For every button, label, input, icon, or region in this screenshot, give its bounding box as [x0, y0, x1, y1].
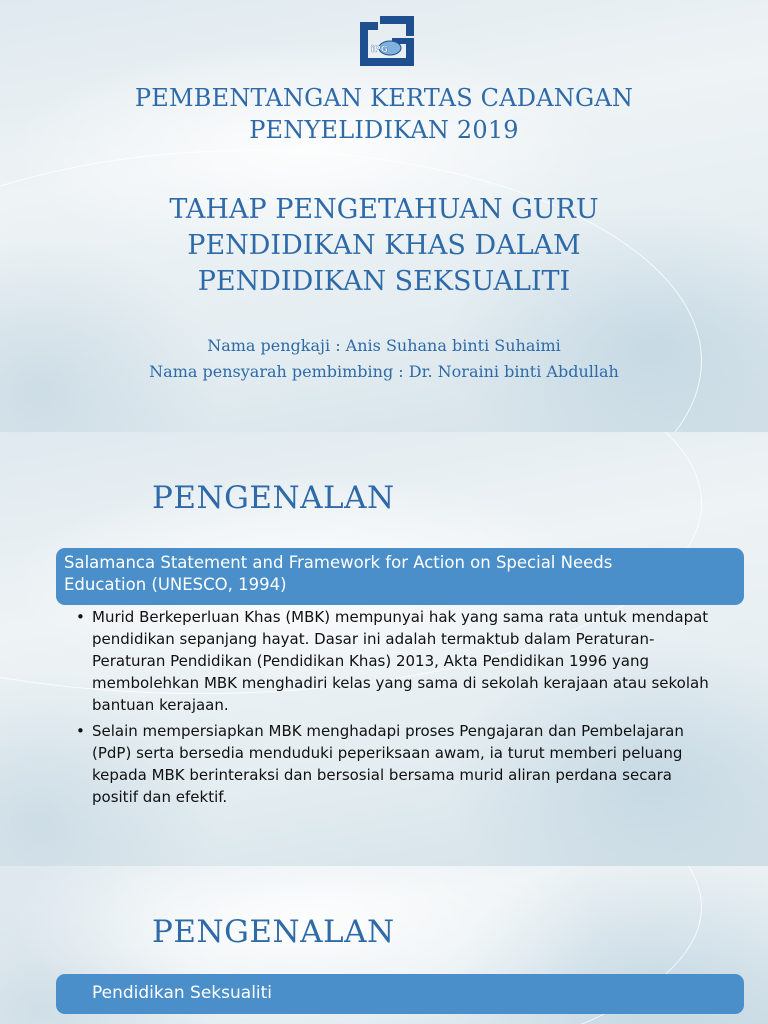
presentation-title-line-2: PENYELIDIKAN 2019: [249, 116, 519, 144]
bullet-text-line: membolehkan MBK menghadiri kelas yang sama di sekolah kerajaan atau sekolah: [92, 674, 709, 692]
bullet-text-line: (PdP) serta bersedia menduduki peperiksaan awam, ia turut memberi peluang: [92, 744, 683, 762]
bullet-icon: •: [76, 608, 85, 626]
section-bar-line-1: Salamanca Statement and Framework for Action on Special Needs: [64, 553, 613, 572]
bullet-list: [56, 606, 744, 812]
bullet-text-line: Selain mempersiapkan MBK menghadapi proses Pengajaran dan Pembelajaran: [92, 722, 684, 740]
supervisor-name: Nama pensyarah pembimbing : Dr. Noraini binti Abdullah: [149, 362, 619, 381]
slide-heading: PENGENALAN: [152, 914, 395, 950]
bullet-item: [56, 720, 744, 808]
slide-introduction-2: [0, 866, 768, 1024]
topic-title-line-3: PENDIDIKAN SEKSUALITI: [197, 266, 571, 297]
bullet-text-line: pendidikan sepanjang hayat. Dasar ini adalah termaktub dalam Peraturan-: [92, 630, 655, 648]
topic-title-line-1: TAHAP PENGETAHUAN GURU: [169, 194, 599, 225]
bullet-icon: •: [76, 722, 85, 740]
section-bar: [56, 548, 744, 605]
topic-title-line-2: PENDIDIKAN KHAS DALAM: [187, 230, 581, 261]
logo-text: iPG: [371, 45, 389, 55]
bullet-text-line: Murid Berkeperluan Khas (MBK) mempunyai hak yang sama rata untuk mendapat: [92, 608, 709, 626]
ipg-logo-icon: [350, 14, 418, 70]
bullet-text-line: Peraturan Pendidikan (Pendidikan Khas) 2013, Akta Pendidikan 1996 yang: [92, 652, 650, 670]
slide-title: [0, 0, 768, 432]
slide-introduction-1: [0, 432, 768, 866]
bullet-item: [56, 606, 744, 716]
researcher-name: Nama pengkaji : Anis Suhana binti Suhaimi: [207, 336, 561, 355]
ipg-logo: [350, 14, 418, 70]
section-bar-line-2: Education (UNESCO, 1994): [64, 575, 287, 594]
bullet-text-line: kepada MBK berinteraksi dan bersosial bersama murid aliran perdana secara: [92, 766, 672, 784]
presentation-title-line-1: PEMBENTANGAN KERTAS CADANGAN: [134, 84, 634, 112]
bullet-text-line: positif dan efektif.: [92, 788, 228, 806]
slide-heading: PENGENALAN: [152, 480, 395, 516]
bullet-text-line: bantuan kerajaan.: [92, 696, 229, 714]
section-bar: Pendidikan Seksualiti: [56, 974, 744, 1014]
